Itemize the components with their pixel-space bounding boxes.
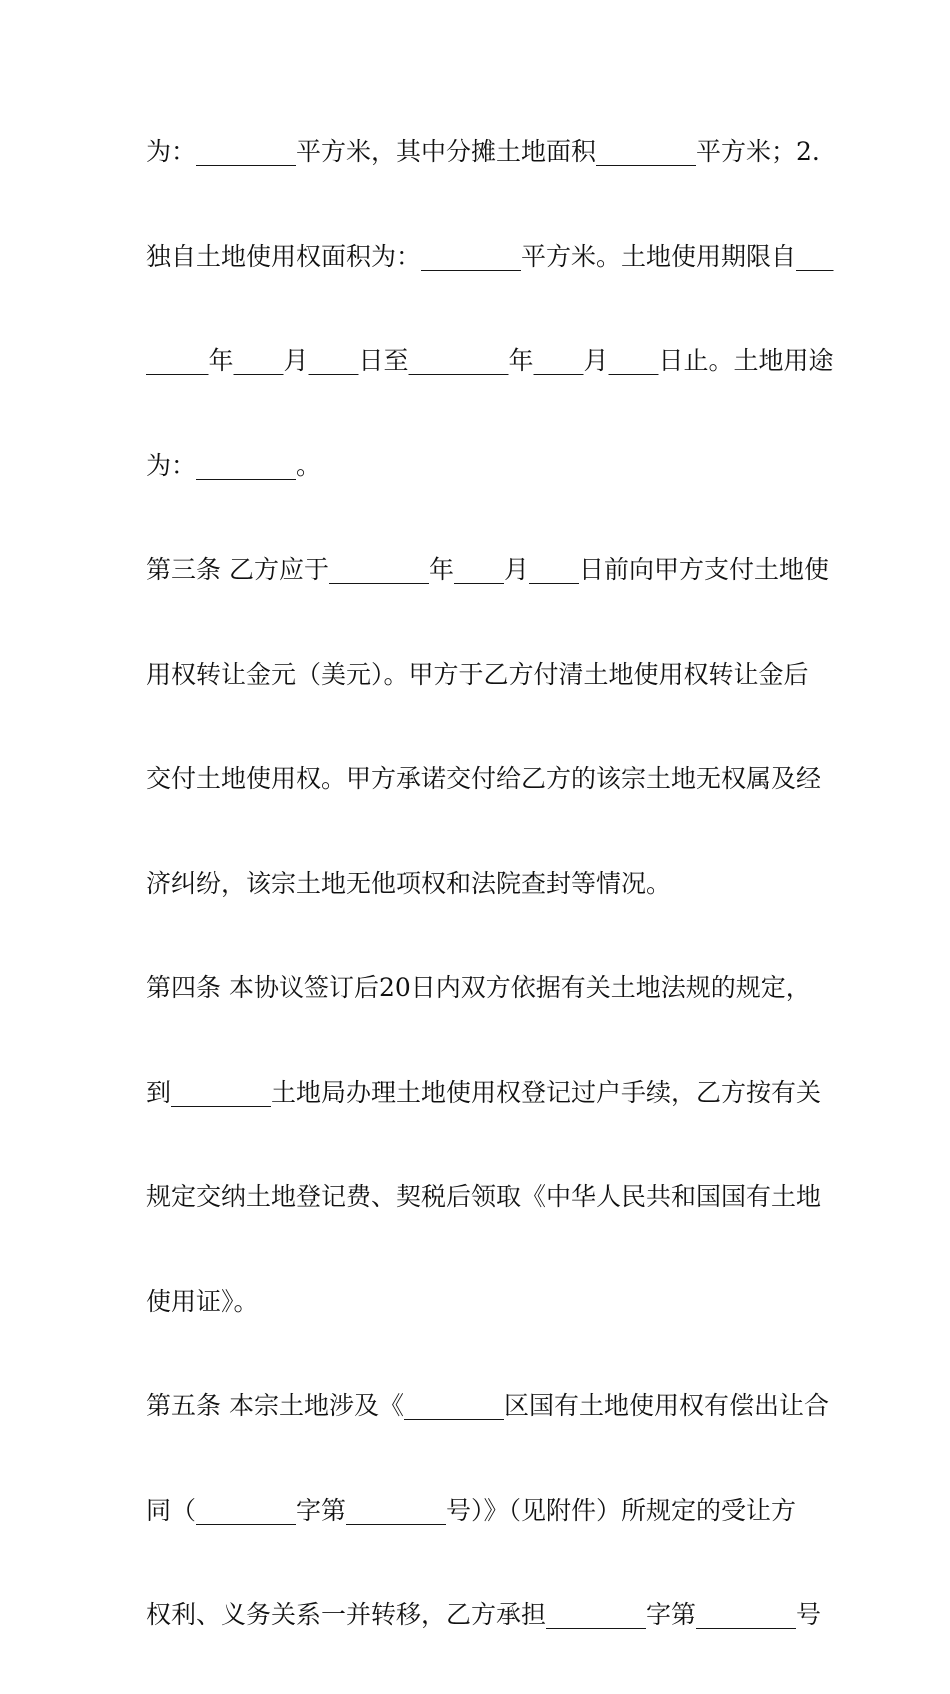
text-line: 交付土地使用权。甲方承诺交付给乙方的该宗土地无权属及经 <box>146 764 822 793</box>
text-line: 为：________。 <box>146 450 322 480</box>
article-4-line: 第四条 本协议签订后20日内双方依据有关土地法规的规定， <box>146 973 811 1002</box>
contract-text <box>146 126 834 1694</box>
text-line: 到________土地局办理土地使用权登记过户手续，乙方按有关 <box>146 1077 822 1107</box>
text-line: 为：________平方米，其中分摊土地面积________平方米；2. <box>146 137 820 166</box>
text-line: 独自土地使用权面积为：________平方米。土地使用期限自___ <box>146 241 834 271</box>
text-line: 用权转让金元（美元）。甲方于乙方付清土地使用权转让金后 <box>146 659 809 689</box>
text-line: _____年____月____日至________年____月____日止。土地用途 <box>146 346 834 375</box>
article-3-line: 第三条 乙方应于________年____月____日前向甲方支付土地使 <box>146 555 829 584</box>
text-line: 权利、义务关系一并转移，乙方承担________字第________号 <box>146 1600 822 1629</box>
text-line: 济纠纷，该宗土地无他项权和法院查封等情况。 <box>146 868 672 898</box>
text-line: 同（________字第________号）》（见附件）所规定的受让方 <box>146 1495 797 1525</box>
text-line: 规定交纳土地登记费、契税后领取《中华人民共和国国有土地 <box>146 1182 822 1211</box>
article-5-line: 第五条 本宗土地涉及《________区国有土地使用权有偿出让合 <box>146 1391 829 1420</box>
text-line: 使用证》。 <box>146 1286 259 1316</box>
